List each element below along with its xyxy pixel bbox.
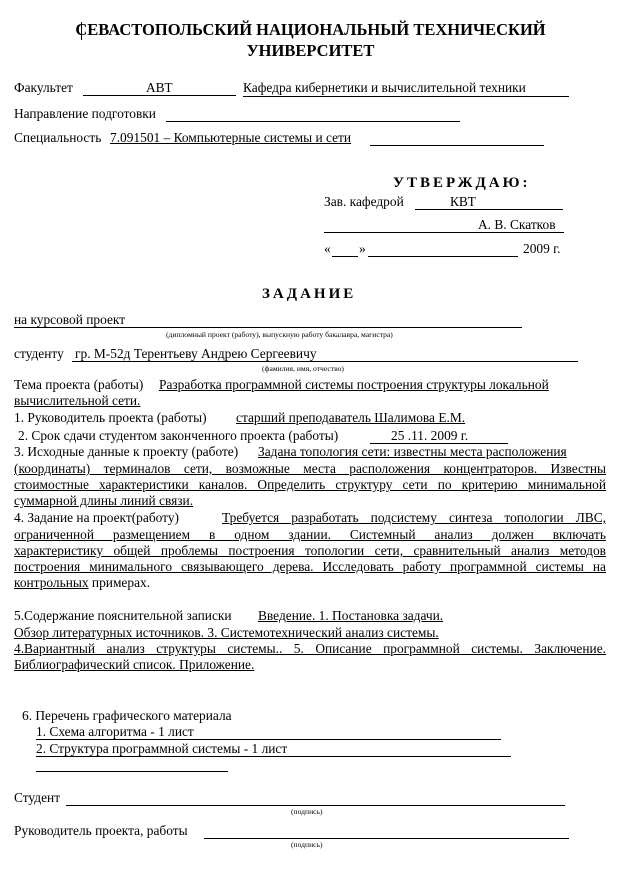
item5-label: 5.Содержание пояснительной записки xyxy=(14,608,232,623)
signature-student-label: Студент xyxy=(14,790,61,805)
approve-head-underline xyxy=(415,209,563,210)
student-hint: (фамилия, имя, отчество) xyxy=(262,364,344,373)
item6-entry3-underline xyxy=(36,771,228,772)
university-title-line1: СЕВАСТОПОЛЬСКИЙ НАЦИОНАЛЬНЫЙ ТЕХНИЧЕСКИЙ xyxy=(75,20,546,39)
faculty-label: Факультет xyxy=(14,80,73,95)
item5-line1: Введение. 1. Постановка задачи. xyxy=(258,608,444,623)
item6-label: 6. Перечень графического материала xyxy=(22,708,232,723)
task-for-hint: (дипломный проект (работу), выпускную работу бакалавра, магистра) xyxy=(166,330,393,339)
item4-line5a: контрольных xyxy=(14,575,89,590)
item3-line2: (координаты) терминалов сети, возможные места расположения концентраторов. Известны xyxy=(14,461,606,476)
signature-student-line xyxy=(66,805,565,806)
item2-label: 2. Срок сдачи студентом законченного проекта (работы) xyxy=(18,428,339,443)
item3-line1: Задана топология сети: известны места расположения xyxy=(258,444,567,459)
item6-entry2-underline xyxy=(36,756,511,757)
student-label: студенту xyxy=(14,346,64,361)
topic-line2: вычислительной сети. xyxy=(14,393,141,408)
approve-head-label: Зав. кафедрой xyxy=(324,194,404,209)
item4-label: 4. Задание на проект(работу) xyxy=(14,510,179,525)
item2-value: 25 .11. 2009 г. xyxy=(391,428,469,443)
direction-label: Направление подготовки xyxy=(14,106,156,121)
signature-supervisor-line xyxy=(204,838,569,839)
approve-day-underline xyxy=(332,256,358,257)
specialty-underline xyxy=(370,145,544,146)
university-title-line2: УНИВЕРСИТЕТ xyxy=(246,41,375,60)
topic-line1: Разработка программной системы построения структуры локальной xyxy=(159,377,549,392)
approve-month-underline xyxy=(368,256,518,257)
item1-label: 1. Руководитель проекта (работы) xyxy=(14,410,207,425)
specialty-value: 7.091501 – Компьютерные системы и сети xyxy=(110,130,352,145)
approve-title: УТВЕРЖДАЮ: xyxy=(393,175,531,191)
item3-label: 3. Исходные данные к проекту (работе) xyxy=(14,444,239,459)
approve-date-close: » xyxy=(359,241,366,256)
approve-name: А. В. Скатков xyxy=(478,217,556,232)
task-for-label: на курсовой проект xyxy=(14,312,126,327)
item5-line4: Библиографический список. Приложение. xyxy=(14,657,255,672)
task-for-underline xyxy=(14,327,522,328)
direction-underline xyxy=(166,121,460,122)
item3-line4: суммарной длины линий связи. xyxy=(14,493,194,508)
approve-date-open: « xyxy=(324,241,331,256)
item4-line3: характеристику общей проблемы построения топологии сети, сравнительный анализ методов xyxy=(14,543,606,558)
item6-entry1-underline xyxy=(36,739,501,740)
item6-entry2: 2. Структура программной системы - 1 лист xyxy=(36,741,288,756)
item4-line2: ограниченной размещением в одном здании. Системный анализ должен включать xyxy=(14,527,606,542)
specialty-label: Специальность xyxy=(14,130,102,145)
student-underline xyxy=(72,361,578,362)
item3-line3: стоимостные характеристики каналов. Определить структуру сети по критерию минимальной xyxy=(14,477,606,492)
item4-line4: построения минимального связывающего дерева. Исследовать работу программной системы на xyxy=(14,559,606,574)
student-value: гр. М-52д Терентьеву Андрею Сергеевичу xyxy=(75,346,317,361)
signature-supervisor-hint: (подпись) xyxy=(291,840,323,849)
department-value: Кафедра кибернетики и вычислительной техники xyxy=(243,80,569,97)
item5-line2: Обзор литературных источников. 3. Системотехнический анализ системы. xyxy=(14,625,439,640)
approve-head-value: КВТ xyxy=(450,194,476,209)
item6-entry1: 1. Схема алгоритма - 1 лист xyxy=(36,724,194,739)
signature-supervisor-label: Руководитель проекта, работы xyxy=(14,823,188,838)
item4-line5b: примерах. xyxy=(88,575,151,590)
approve-year: 2009 г. xyxy=(523,241,561,256)
topic-label: Тема проекта (работы) xyxy=(14,377,144,392)
faculty-value: АВТ xyxy=(146,80,173,95)
task-title: ЗАДАНИЕ xyxy=(262,286,357,302)
item4-line5 xyxy=(14,575,150,591)
signature-student-hint: (подпись) xyxy=(291,807,323,816)
item1-value: старший преподаватель Шалимова Е.М. xyxy=(236,410,466,425)
item5-line3: 4.Вариантный анализ структуры системы.. 5. Описание программной системы. Заключение. xyxy=(14,641,606,656)
item4-line1: Требуется разработать подсистему синтеза топологии ЛВС, xyxy=(222,510,606,525)
